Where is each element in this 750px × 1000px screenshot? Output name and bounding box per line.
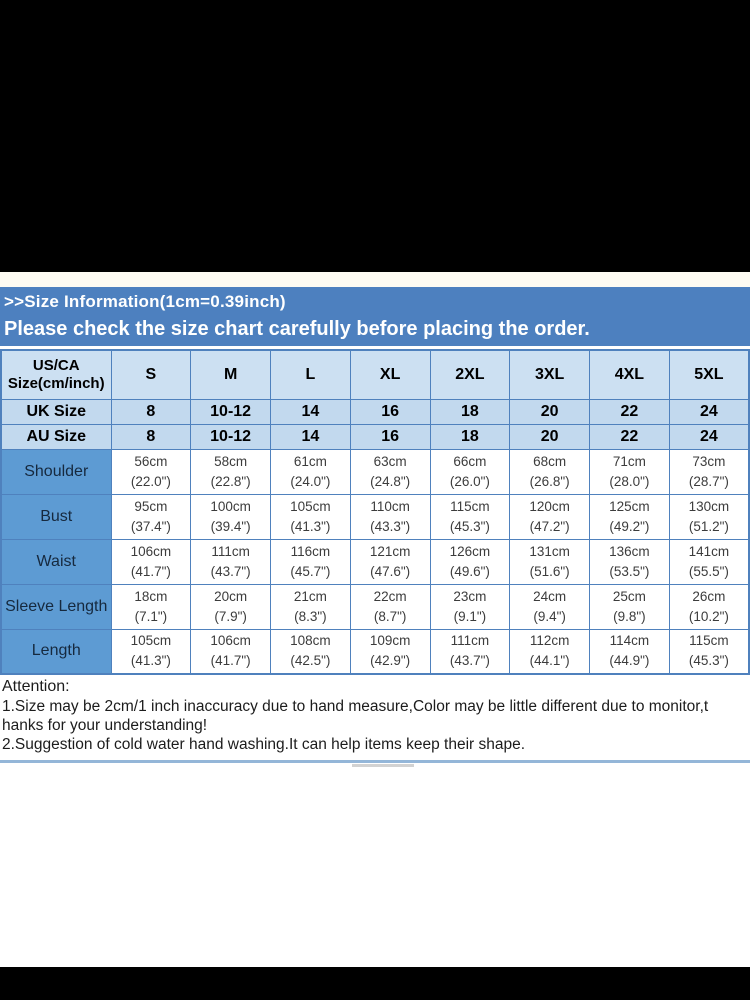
conversion-value-cell: 8 [111,424,191,449]
measurement-value-cell [111,449,191,494]
measurement-value-cell [510,449,590,494]
attention-notes [2,677,750,754]
measurement-row [1,629,749,674]
measurement-cm: 112cm [529,633,570,649]
measurement-cm: 20cm [214,588,248,604]
measurement-inch: (47.2") [529,518,570,534]
size-column-header: 5XL [669,350,749,399]
measurement-cm: 26cm [692,588,726,604]
measurement-inch: (24.0") [290,473,331,489]
measurement-inch: (49.6") [449,563,490,579]
measurement-inch: (24.8") [370,473,411,489]
measurement-inch: (28.7") [688,473,729,489]
conversion-value-cell: 8 [111,399,191,424]
size-column-header: 2XL [430,350,510,399]
measurement-cm: 111cm [211,543,250,559]
measurement-cm: 121cm [369,543,411,559]
measurement-cm: 25cm [612,588,646,604]
conversion-value-cell: 18 [430,399,510,424]
size-column-header: L [271,350,351,399]
measurement-cm: 106cm [130,543,172,559]
measurement-cm: 22cm [373,588,407,604]
attention-note-line: hanks for your understanding! [2,717,208,734]
corner-label-cell [1,350,111,399]
measurement-value-cell [111,539,191,584]
table-header-row [1,350,749,399]
measurement-cm: 116cm [290,543,331,559]
measurement-value-cell [191,449,271,494]
measurement-cm: 56cm [134,453,168,469]
conversion-value-cell: 22 [590,399,670,424]
measurement-inch: (22.0") [130,473,171,489]
measurement-value-cell [350,539,430,584]
conversion-row [1,399,749,424]
measurement-row [1,449,749,494]
top-spacer-strip [0,272,750,287]
measurement-value-cell [271,629,351,674]
measurement-value-cell [590,449,670,494]
measurement-inch: (47.6") [370,563,411,579]
measurement-inch: (9.4") [533,608,566,624]
conversion-row [1,424,749,449]
size-column-header: 4XL [590,350,670,399]
measurement-inch: (49.2") [609,518,650,534]
measurement-value-cell [350,449,430,494]
measurement-inch: (41.7") [130,563,171,579]
measurement-value-cell [669,494,749,539]
measurement-inch: (41.3") [130,653,171,669]
measurement-value-cell [430,494,510,539]
measurement-value-cell [430,539,510,584]
measurement-cm: 58cm [214,453,248,469]
conversion-value-cell: 10-12 [191,399,271,424]
measurement-cm: 126cm [449,543,491,559]
measurement-inch: (8.7") [373,608,407,624]
attention-note-line: 2.Suggestion of cold water hand washing.It can help items keep their shape. [2,736,526,753]
measurement-inch: (43.7") [210,563,251,579]
measurement-cm: 66cm [453,453,487,469]
measurement-inch: (55.5") [688,563,729,579]
measurement-inch: (39.4") [210,518,251,534]
measurement-value-cell [590,629,670,674]
measurement-cm: 105cm [290,498,331,514]
measurement-cm: 130cm [688,498,730,514]
measurement-value-cell [271,494,351,539]
measurement-cm: 109cm [369,633,411,649]
conversion-value-cell: 14 [271,424,351,449]
measurement-value-cell [350,629,430,674]
measurement-cm: 141cm [688,543,730,559]
measurement-inch: (44.1") [529,653,570,669]
measurement-value-cell [350,584,430,629]
measurement-cm: 111cm [450,633,490,649]
conversion-value-cell: 24 [669,399,749,424]
measurement-inch: (9.1") [453,608,487,624]
size-column-header: M [191,350,271,399]
size-column-header: 3XL [510,350,590,399]
measurement-value-cell [430,449,510,494]
measurement-row [1,584,749,629]
attention-note-line: 1.Size may be 2cm/1 inch inaccuracy due to hand measure,Color may be little different due to monitor,t [2,698,709,715]
measurement-value-cell [111,629,191,674]
measurement-row-label: Waist [1,539,111,584]
measurement-inch: (22.8") [210,473,251,489]
conversion-value-cell: 10-12 [191,424,271,449]
conversion-value-cell: 20 [510,399,590,424]
measurement-cm: 136cm [609,543,650,559]
measurement-value-cell [271,539,351,584]
measurement-inch: (42.9") [370,653,411,669]
measurement-cm: 63cm [373,453,407,469]
measurement-value-cell [271,584,351,629]
measurement-cm: 115cm [689,633,729,649]
conversion-row-label: AU Size [1,424,111,449]
measurement-cm: 23cm [453,588,487,604]
measurement-inch: (42.5") [290,653,331,669]
size-column-header: S [111,350,191,399]
measurement-inch: (51.6") [529,563,570,579]
conversion-value-cell: 22 [590,424,670,449]
measurement-cm: 115cm [450,498,490,514]
measurement-value-cell [510,629,590,674]
measurement-inch: (43.3") [370,518,411,534]
conversion-value-cell: 14 [271,399,351,424]
measurement-row [1,539,749,584]
conversion-value-cell: 16 [350,399,430,424]
measurement-cm: 21cm [293,588,327,604]
measurement-inch: (9.8") [613,608,646,624]
measurement-cm: 125cm [609,498,650,514]
scrollbar-remnant-tick [352,764,414,767]
measurement-value-cell [510,584,590,629]
measurement-value-cell [430,629,510,674]
measurement-value-cell [350,494,430,539]
measurement-inch: (44.9") [609,653,650,669]
measurement-cm: 114cm [609,633,650,649]
measurement-cm: 120cm [529,498,570,514]
conversion-value-cell: 24 [669,424,749,449]
measurement-value-cell [669,539,749,584]
bottom-letterbox-bar [0,967,750,1000]
measurement-inch: (51.2") [688,518,729,534]
measurement-value-cell [430,584,510,629]
measurement-inch: (45.3") [449,518,490,534]
measurement-inch: (43.7") [449,653,490,669]
measurement-value-cell [111,584,191,629]
measurement-row-label: Bust [1,494,111,539]
conversion-value-cell: 16 [350,424,430,449]
measurement-row-label: Length [1,629,111,674]
measurement-inch: (8.3") [294,608,327,624]
measurement-value-cell [271,449,351,494]
attention-title: Attention: [2,678,70,695]
size-column-header: XL [350,350,430,399]
measurement-value-cell [669,629,749,674]
measurement-value-cell [510,539,590,584]
measurement-row-label: Shoulder [1,449,111,494]
measurement-inch: (10.2") [688,608,729,624]
measurement-inch: (45.7") [290,563,331,579]
measurement-value-cell [191,494,271,539]
size-chart-warning: Please check the size chart carefully before placing the order. [4,318,590,340]
measurement-value-cell [191,629,271,674]
measurement-cm: 24cm [533,588,567,604]
measurement-inch: (53.5") [609,563,650,579]
measurement-cm: 110cm [370,498,410,514]
conversion-value-cell: 18 [430,424,510,449]
corner-label-line2: Size(cm/inch) [7,374,105,392]
size-info-title: >>Size Information(1cm=0.39inch) [4,292,286,311]
bottom-divider-line [0,760,750,763]
measurement-cm: 18cm [134,588,168,604]
top-letterbox-bar [0,0,750,272]
size-chart-table [0,349,750,675]
measurement-cm: 61cm [293,453,327,469]
measurement-cm: 105cm [130,633,172,649]
measurement-value-cell [669,449,749,494]
measurement-inch: (7.9") [214,608,247,624]
conversion-value-cell: 20 [510,424,590,449]
measurement-value-cell [590,584,670,629]
measurement-inch: (26.8") [529,473,570,489]
measurement-cm: 106cm [210,633,251,649]
measurement-value-cell [191,584,271,629]
measurement-row-label: Sleeve Length [1,584,111,629]
measurement-cm: 73cm [692,453,726,469]
measurement-cm: 108cm [290,633,331,649]
measurement-inch: (37.4") [130,518,171,534]
measurement-value-cell [111,494,191,539]
measurement-value-cell [590,539,670,584]
measurement-value-cell [510,494,590,539]
measurement-inch: (28.0") [609,473,650,489]
measurement-cm: 95cm [134,498,168,514]
measurement-inch: (7.1") [134,608,168,624]
measurement-inch: (45.3") [688,653,729,669]
measurement-value-cell [669,584,749,629]
measurement-cm: 100cm [210,498,251,514]
measurement-inch: (26.0") [449,473,490,489]
measurement-inch: (41.7") [210,653,251,669]
measurement-cm: 71cm [612,453,646,469]
measurement-inch: (41.3") [290,518,331,534]
measurement-cm: 68cm [533,453,567,469]
size-chart-table-body [1,350,749,674]
conversion-row-label: UK Size [1,399,111,424]
measurement-value-cell [191,539,271,584]
size-info-header [0,287,750,346]
measurement-value-cell [590,494,670,539]
measurement-row [1,494,749,539]
corner-label-line1: US/CA [32,356,80,374]
measurement-cm: 131cm [529,543,570,559]
